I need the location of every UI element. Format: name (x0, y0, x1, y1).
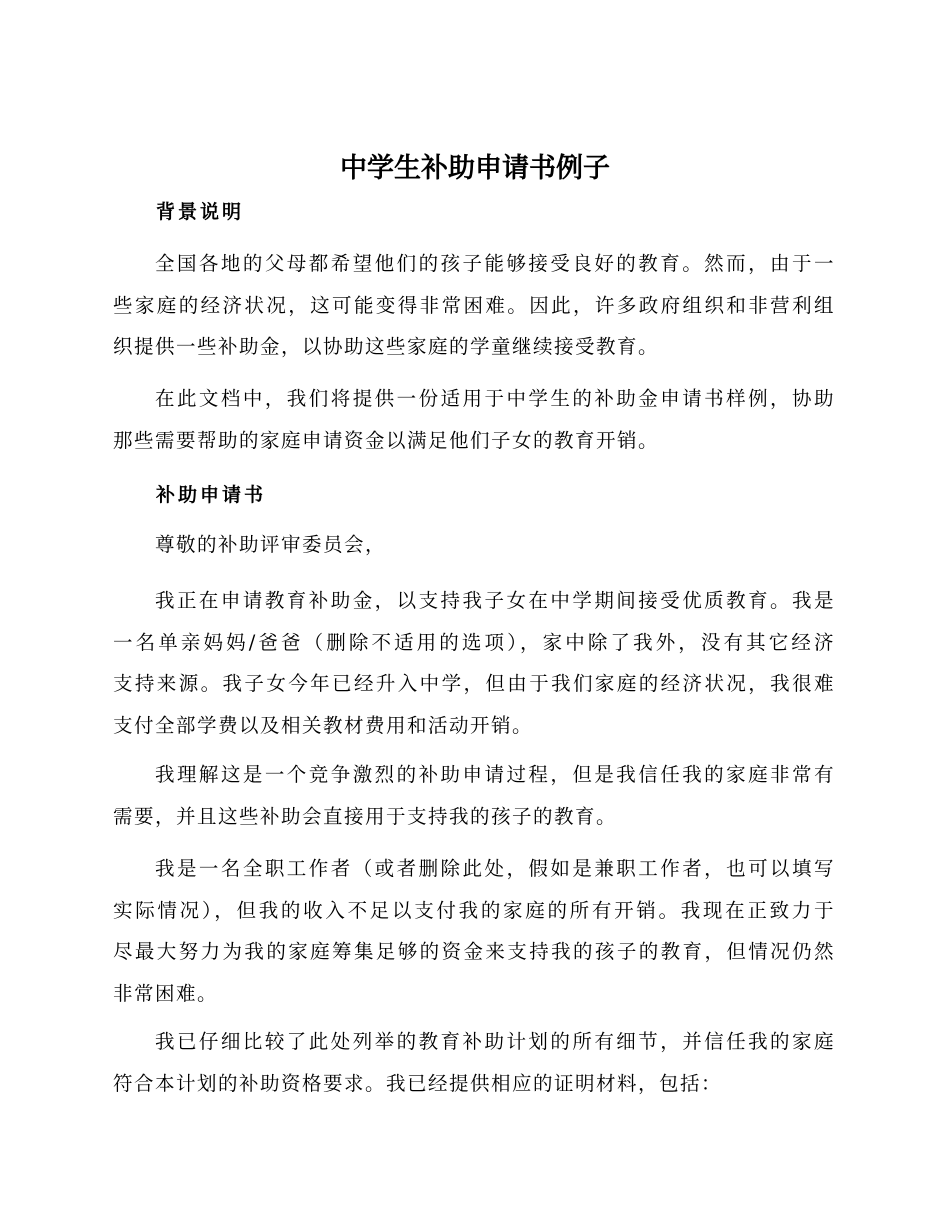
section-heading-application: 补助申请书 (156, 484, 267, 506)
paragraph-line: 那些需要帮助的家庭申请资金以满足他们子女的教育开销。 (113, 428, 660, 452)
document-title: 中学生补助申请书例子 (340, 153, 610, 184)
paragraph-line: 支付全部学费以及相关教材费用和活动开销。 (113, 713, 534, 737)
paragraph-line: 我理解这是一个竞争激烈的补助申请过程，但是我信任我的家庭非常有 (155, 763, 835, 786)
paragraph (113, 580, 835, 746)
paragraph-line: 需要，并且这些补助会直接用于支持我的孩子的教育。 (113, 804, 618, 828)
paragraph-line: 织提供一些补助金，以协助这些家庭的学童继续接受教育。 (113, 335, 660, 358)
paragraph (113, 1021, 835, 1104)
section-heading-background: 背景说明 (156, 201, 245, 223)
paragraph-line: 支持来源。我子女今年已经升入中学，但由于我们家庭的经济状况，我很难 (113, 672, 835, 695)
paragraph-line: 尊敬的补助评审委员会， (155, 533, 387, 556)
paragraph (113, 378, 835, 461)
paragraph (113, 754, 835, 837)
paragraph-line: 尽最大努力为我的家庭筹集足够的资金来支持我的孩子的教育，但情况仍然 (113, 940, 835, 963)
paragraph-line: 全国各地的父母都希望他们的孩子能够接受良好的教育。然而，由于一 (155, 252, 835, 275)
paragraph-line: 符合本计划的补助资格要求。我已经提供相应的证明材料，包括： (113, 1071, 723, 1095)
paragraph-line: 些家庭的经济状况，这可能变得非常困难。因此，许多政府组织和非营利组 (113, 293, 835, 317)
paragraph (113, 848, 835, 1014)
paragraph-line: 我是一名全职工作者（或者删除此处，假如是兼职工作者，也可以填写 (155, 857, 835, 880)
paragraph-line: 实际情况），但我的收入不足以支付我的家庭的所有开销。我现在正致力于 (113, 898, 835, 922)
salutation (113, 524, 835, 566)
paragraph (113, 243, 835, 368)
paragraph-line: 一名单亲妈妈/爸爸（删除不适用的选项），家中除了我外，没有其它经济 (113, 630, 835, 654)
paragraph-line: 我正在申请教育补助金，以支持我子女在中学期间接受优质教育。我是 (155, 589, 835, 612)
paragraph-line: 非常困难。 (113, 981, 219, 1005)
paragraph-line: 在此文档中，我们将提供一份适用于中学生的补助金申请书样例，协助 (155, 387, 835, 410)
paragraph-line: 我已仔细比较了此处列举的教育补助计划的所有细节，并信任我的家庭 (155, 1030, 835, 1053)
